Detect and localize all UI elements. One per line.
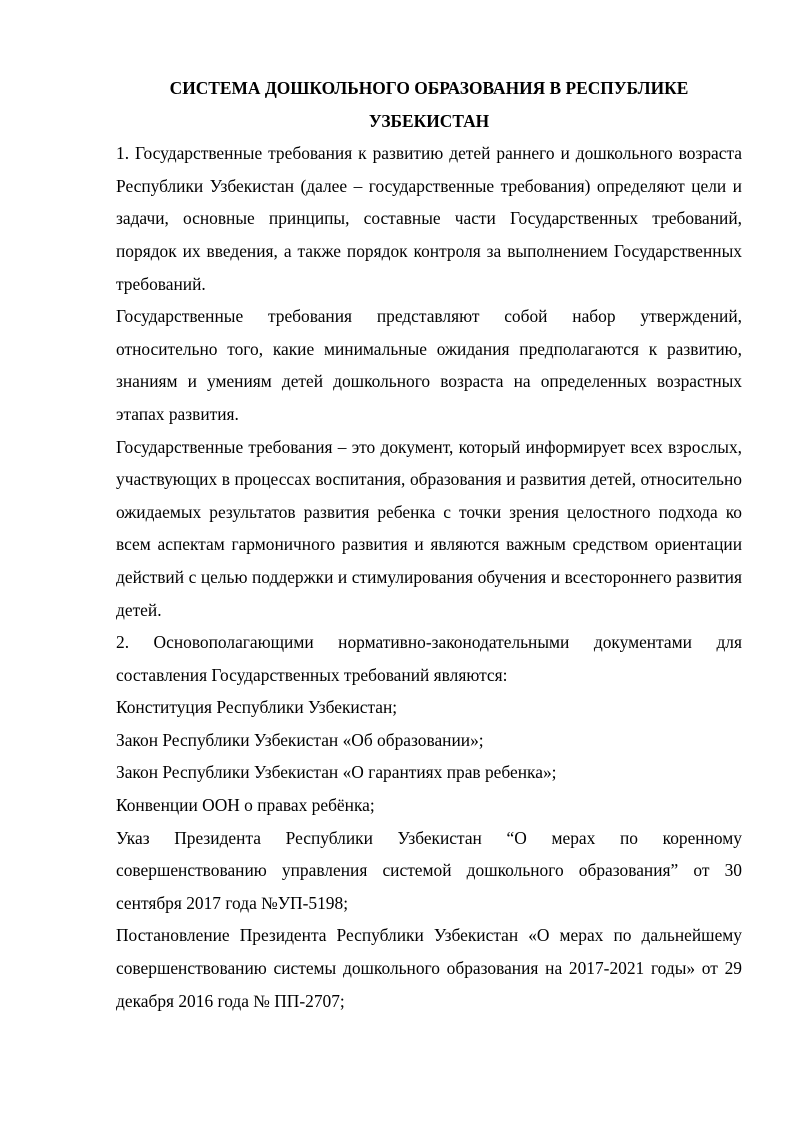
paragraph-1: 1. Государственные требования к развитию детей раннего и дошкольного возраста Республики Узбекистан (далее – государственные требования) определяют цели и задачи, основные принципы, составные части Государственных требований, порядок их введения, а также порядок контроля за выполнением Государственных требований. xyxy=(116,143,742,294)
list-item-presidential-decree: Указ Президента Республики Узбекистан “О мерах по коренному совершенствованию управления системой дошкольного образования” от 30 сентября 2017 года №УП-5198; xyxy=(116,827,742,913)
list-item-constitution: Конституция Республики Узбекистан; xyxy=(116,697,398,718)
document-title xyxy=(116,72,742,137)
document-body xyxy=(116,72,742,1017)
paragraph-3: Государственные требования – это документ, который информирует всех взрослых, участвующих в процессах воспитания, образования и развития детей, относительно ожидаемых результатов развития ребенка с точки зрения целостного подхода ко всем аспектам гармоничного развития и являются важным средством ориентации действий с целью поддержки и стимулирования обучения и всестороннего развития детей. xyxy=(116,436,742,620)
paragraph-2: Государственные требования представляют собой набор утверждений, относительно того, какие минимальные ожидания предполагаются к развитию, знаниям и умениям детей дошкольного возраста на определенных возрастных этапах развития. xyxy=(116,306,742,424)
list-item-presidential-resolution: Постановление Президента Республики Узбекистан «О мерах по дальнейшему совершенствованию системы дошкольного образования на 2017-2021 годы» от 29 декабря 2016 года № ПП-2707; xyxy=(116,925,742,1011)
title-line-2: УЗБЕКИСТАН xyxy=(368,110,490,131)
title-line-1: СИСТЕМА ДОШКОЛЬНОГО ОБРАЗОВАНИЯ В РЕСПУБЛИКЕ xyxy=(169,78,689,98)
list-item-un-convention: Конвенции ООН о правах ребёнка; xyxy=(116,795,375,816)
list-item-education-law: Закон Республики Узбекистан «Об образовании»; xyxy=(116,729,484,750)
paragraph-4: 2. Основополагающими нормативно-законодательными документами для составления Государственных требований являются: xyxy=(116,632,742,685)
list-item-child-rights-law: Закон Республики Узбекистан «О гарантиях прав ребенка»; xyxy=(116,762,557,783)
